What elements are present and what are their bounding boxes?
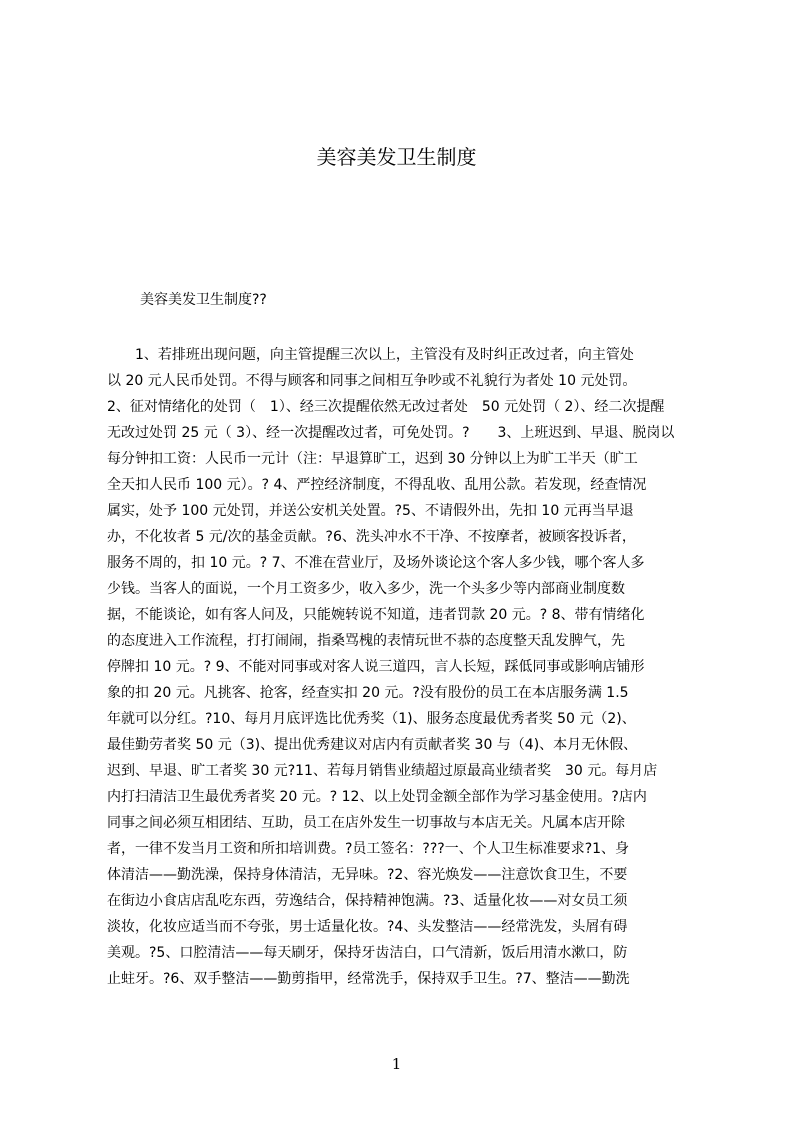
text-line: 服务不周的，扣 10 元。? 7、不准在营业厅，及场外谈论这个客人多少钱，哪个客人多 (107, 555, 645, 571)
text-line: 办，不化妆者 5 元/次的基金贡献。?6、洗头冲水不干净、不按摩者，被顾客投诉者， (107, 529, 636, 545)
text-line: 少钱。当客人的面说，一个月工资多少，收入多少，洗一个头多少等内部商业制度数 (107, 581, 625, 597)
text-line: 无改过处罚 25 元（ 3）、经一次提醒改过者，可免处罚。? 3、上班迟到、早退、脱岗以 (107, 425, 675, 441)
text-line: 据，不能谈论，如有客人问及，只能婉转说不知道，违者罚款 20 元。? 8、带有情绪化 (107, 607, 645, 623)
text-line: 在街边小食店店乱吃东西，劳逸结合，保持精神饱满。?3、适量化妆——对女员工须 (107, 893, 628, 909)
body-text (107, 342, 707, 1032)
document-subtitle: 美容美发卫生制度?? (140, 292, 267, 308)
text-line: 停牌扣 10 元。? 9、不能对同事或对客人说三道四，言人长短，踩低同事或影响店铺形 (107, 659, 645, 675)
text-line: 1、若排班出现问题，向主管提醒三次以上，主管没有及时纠正改过者，向主管处 (107, 347, 634, 363)
text-line: 每分钟扣工资：人民币一元计（注：早退算旷工，迟到 30 分钟以上为旷工半天（旷工 (107, 451, 638, 467)
text-line: 迟到、早退、旷工者奖 30 元?11、若每月销售业绩超过原最高业绩者奖 30 元。每月店 (107, 763, 658, 779)
text-line: 最佳勤劳者奖 50 元（3)、提出优秀建议对店内有贡献者奖 30 与（4)、本月无休假、 (107, 737, 638, 753)
text-line: 美观。?5、口腔清洁——每天刷牙，保持牙齿洁白，口气清新，饭后用清水漱口，防 (107, 945, 628, 961)
text-line: 象的扣 20 元。凡挑客、抢客，经查实扣 20 元。?没有股份的员工在本店服务满 1.5 (107, 685, 629, 701)
text-line: 者，一律不发当月工资和所扣培训费。?员工签名：???一、个人卫生标准要求?1、身 (107, 841, 630, 857)
text-line: 止蛀牙。?6、双手整洁——勤剪指甲，经常洗手，保持双手卫生。?7、整洁——勤洗 (107, 971, 630, 987)
text-line: 体清洁——勤洗澡，保持身体清洁，无异味。?2、容光焕发——注意饮食卫生，不要 (107, 867, 628, 883)
text-line: 内打扫清洁卫生最优秀者奖 20 元。? 12、以上处罚金额全部作为学习基金使用。?店内 (107, 789, 647, 805)
text-line: 2、征对情绪化的处罚（ 1）、经三次提醒依然无改过者处 50 元处罚（ 2）、经二次提醒 (107, 399, 665, 415)
page-number: 1 (391, 1055, 402, 1073)
text-line: 年就可以分红。?10、每月月底评选比优秀奖（1)、服务态度最优秀者奖 50 元（2)、 (107, 711, 636, 727)
text-line: 以 20 元人民币处罚。不得与顾客和同事之间相互争吵或不礼貌行为者处 10 元处罚。 (107, 373, 637, 389)
text-line: 全天扣人民币 100 元）。? 4、严控经济制度，不得乱收、乱用公款。若发现，经查情况 (107, 477, 647, 493)
text-line: 属实，处予 100 元处罚，并送公安机关处置。?5、不请假外出，先扣 10 元再当早退 (107, 503, 634, 519)
document-title: 美容美发卫生制度 (316, 145, 477, 169)
text-line: 淡妆，化妆应适当而不夸张，男士适量化妆。?4、头发整洁——经常洗发，头屑有碍 (107, 919, 628, 935)
text-line: 同事之间必须互相团结、互助，员工在店外发生一切事故与本店无关。凡属本店开除 (107, 815, 625, 831)
text-line: 的态度进入工作流程，打打闹闹，指桑骂槐的表情玩世不恭的态度整天乱发脾气，先 (107, 633, 625, 649)
